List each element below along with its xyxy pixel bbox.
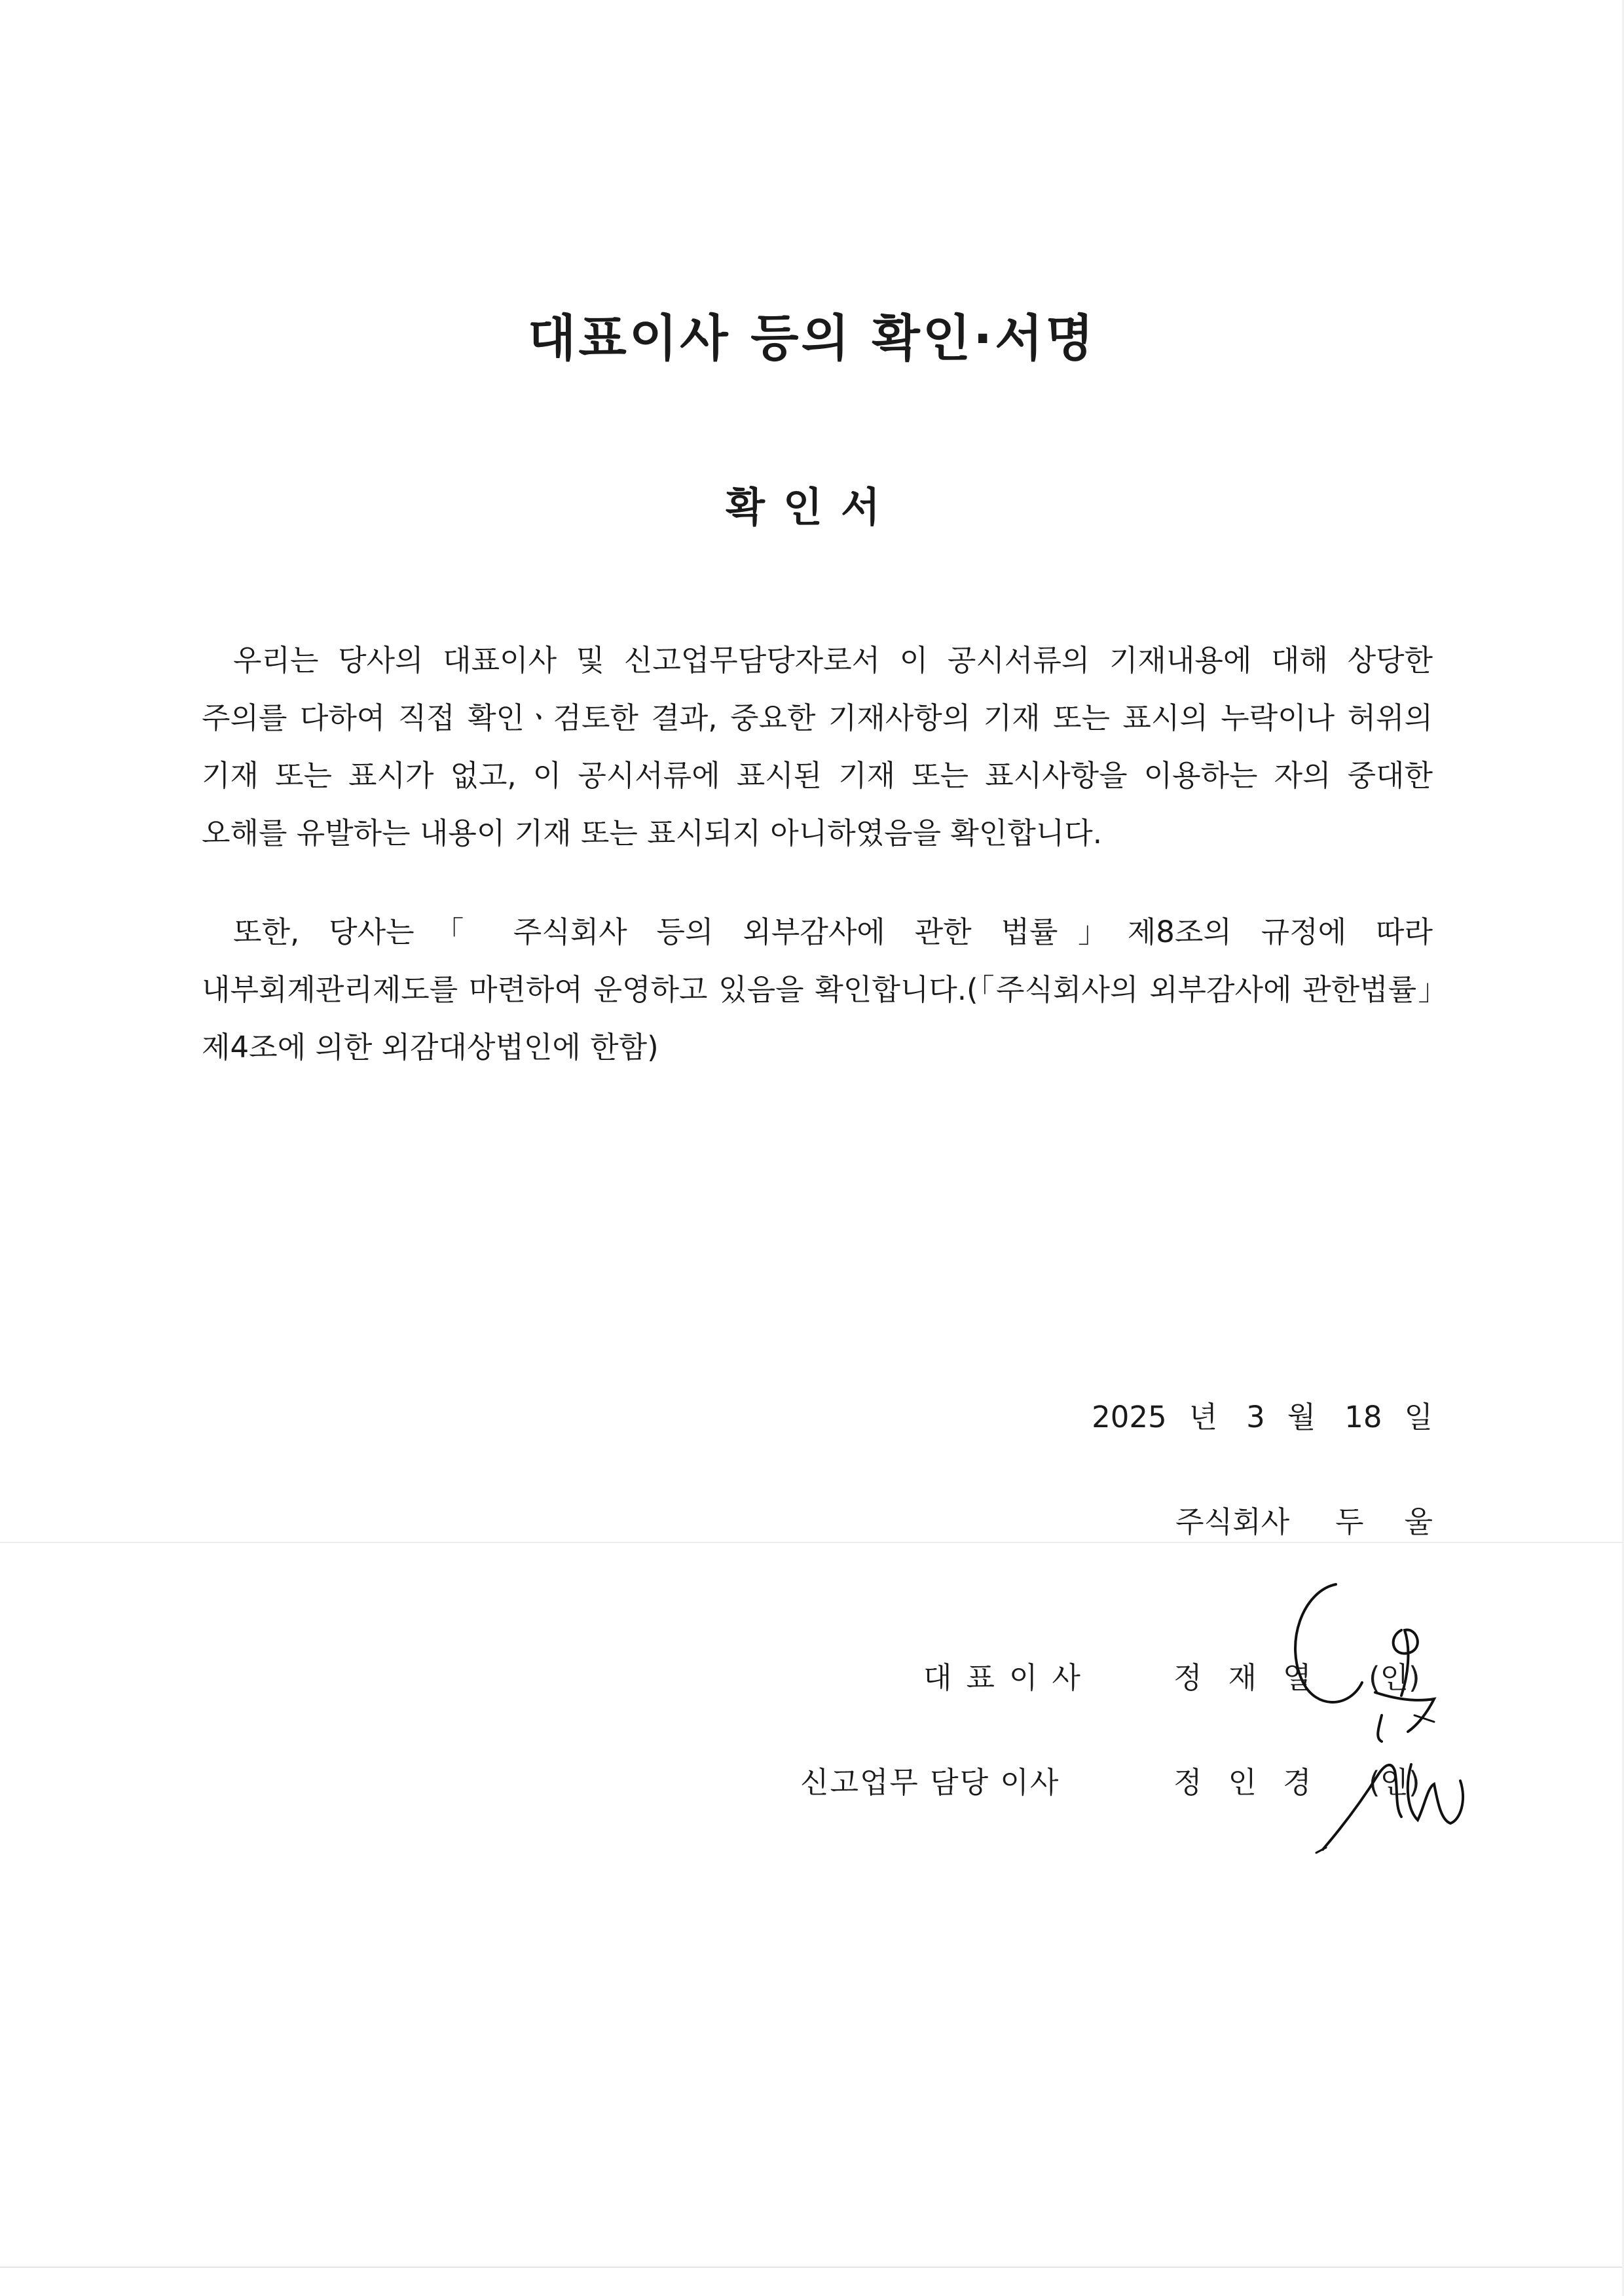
scan-artifact-line bbox=[0, 1542, 1624, 1543]
disclosure-officer-seal-mark: (인) bbox=[1369, 1765, 1420, 1800]
ceo-handwritten-signature bbox=[1277, 1565, 1460, 1741]
document-subtitle: 확인서 bbox=[726, 483, 898, 531]
ceo-role: 대표이사 bbox=[923, 1660, 1095, 1695]
ceo-seal-mark: (인) bbox=[1369, 1660, 1420, 1695]
company-name: 두울 bbox=[1335, 1504, 1473, 1539]
date-year-unit: 년 bbox=[1189, 1400, 1218, 1434]
date-day-unit: 일 bbox=[1404, 1400, 1433, 1434]
date-month-unit: 월 bbox=[1287, 1400, 1316, 1434]
date-year: 2025 bbox=[1092, 1400, 1167, 1434]
date-month: 3 bbox=[1246, 1400, 1265, 1434]
document-title: 대표이사 등의 확인·서명 bbox=[528, 309, 1096, 367]
company-line bbox=[1175, 1499, 1473, 1545]
date-day: 18 bbox=[1344, 1400, 1382, 1434]
internal-control-paragraph: 또한, 당사는「 주식회사 등의 외부감사에 관한 법률」제8조의 규정에 따라 내부회계관리제도를 마련하여 운영하고 있음을 확인합니다.(「주식회사의 외부감사에 관한법률」제4조에 의한 외감대상법인에 한함) bbox=[202, 915, 1433, 1065]
scan-artifact-line bbox=[0, 2267, 1624, 2268]
disclosure-officer-role: 신고업무 담당 이사 bbox=[800, 1765, 1060, 1800]
date-line bbox=[1092, 1394, 1433, 1440]
confirmation-paragraph: 우리는 당사의 대표이사 및 신고업무담당자로서 이 공시서류의 기재내용에 대해 상당한 주의를 다하여 직접 확인ㆍ검토한 결과, 중요한 기재사항의 기재 또는 표시의 누락이나 허위의 기재 또는 표시가 없고, 이 공시서류에 표시된 기재 또는 표시사항을 이용하는 자의 중대한 오해를 유발하는 내용이 기재 또는 표시되지 아니하였음을 확인합니다. bbox=[202, 643, 1433, 850]
company-prefix: 주식회사 bbox=[1175, 1504, 1290, 1539]
ceo-name: 정재열 bbox=[1173, 1660, 1338, 1695]
disclosure-officer-name: 정인경 bbox=[1173, 1765, 1338, 1800]
